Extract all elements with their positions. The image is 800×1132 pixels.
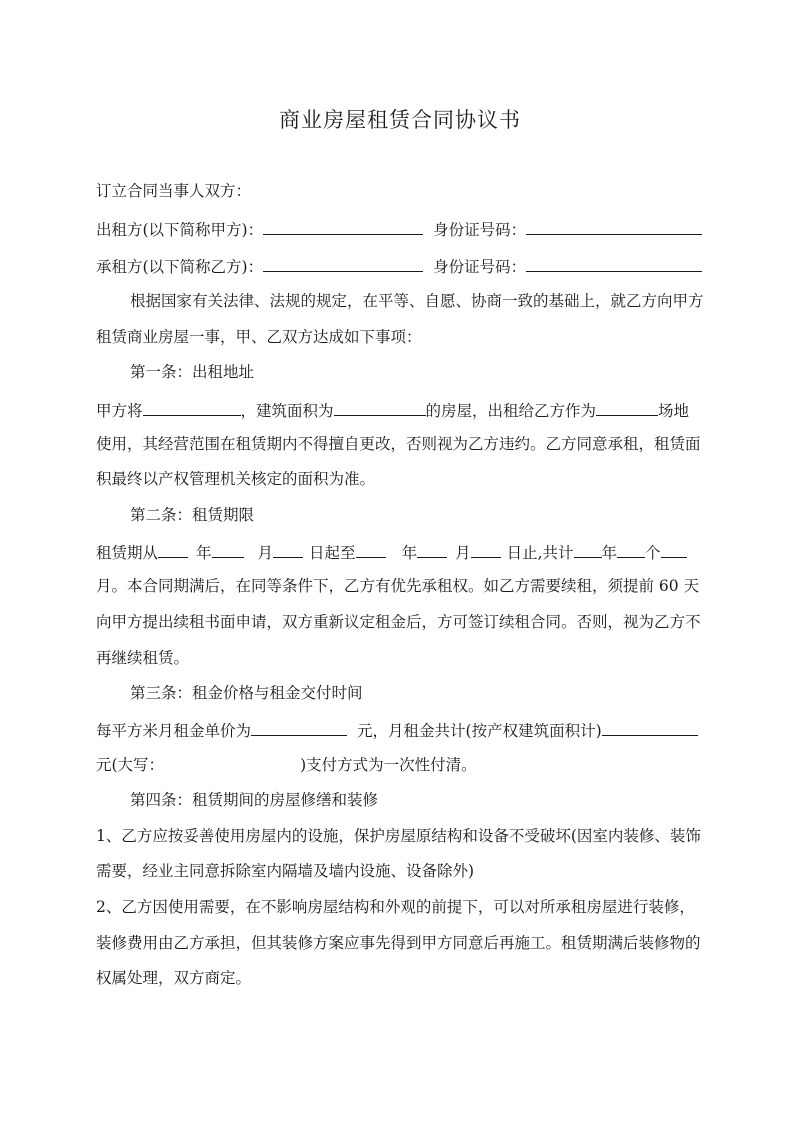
article1-text-a: 甲方将	[96, 402, 143, 420]
monthly-rent-label: 元，月租金共计(按产权建筑面积计)	[357, 722, 602, 740]
payment-method-text: )支付方式为一次性付清。	[300, 756, 477, 774]
article4-heading: 第四条：租赁期间的房屋修缮和装修	[130, 791, 379, 809]
monthly-rent-blank	[602, 719, 698, 736]
term-year-label-3: 年	[601, 544, 618, 562]
article1-line-2: 使用，其经营范围在租赁期内不得擅自更改，否则视为乙方违约。乙方同意承租，租赁面	[96, 435, 701, 453]
usage-blank	[596, 399, 658, 416]
unit-price-label: 每平方米月租金单价为	[96, 722, 252, 740]
article1-text-c: 的房屋，出租给乙方作为	[425, 402, 597, 420]
start-day-blank	[273, 541, 303, 558]
total-months-blank	[617, 541, 645, 558]
article3-line-2	[96, 755, 716, 775]
article2-line-1	[96, 541, 716, 563]
document-title: 商业房屋租赁合同协议书	[279, 108, 521, 132]
lessor-label: 出租方(以下简称甲方)：	[96, 221, 264, 239]
article1-line-3: 积最终以产权管理机关核定的面积为准。	[96, 470, 376, 488]
preamble-line-1: 根据国家有关法律、法规的规定，在平等、自愿、协商一致的基础上，就乙方向甲方	[130, 292, 704, 310]
start-year-blank	[158, 541, 188, 558]
lessor-id-blank	[526, 218, 702, 235]
article4-p1-line-1: 1、乙方应按妥善使用房屋内的设施，保护房屋原结构和设备不受破坏(因室内装修、装饰	[96, 827, 701, 845]
lessee-label: 承租方(以下简称乙方)：	[96, 258, 264, 276]
lessor-name-blank	[263, 218, 423, 235]
article4-p2-line-2: 装修费用由乙方承担，但其装修方案应事先得到甲方同意后再施工。租赁期满后装修物的	[96, 934, 701, 952]
preamble-line-2: 租赁商业房屋一事，甲、乙双方达成如下事项：	[96, 328, 422, 346]
article3-heading: 第三条：租金价格与租金交付时间	[130, 684, 363, 702]
term-text-from: 租赁期从	[96, 544, 159, 562]
lessor-line	[96, 218, 716, 240]
lessee-line	[96, 255, 716, 277]
start-month-blank	[212, 541, 244, 558]
article1-text-d: 场地	[658, 402, 690, 420]
article4-p1-line-2: 需要，经业主同意拆除室内隔墙及墙内设施、设备除外)	[96, 862, 475, 880]
article1-heading: 第一条：出租地址	[130, 363, 255, 381]
end-day-blank	[471, 541, 501, 558]
article1-line-1	[96, 399, 716, 421]
article4-p2-line-3: 权属处理，双方商定。	[96, 969, 252, 987]
lessee-id-label: 身份证号码：	[433, 258, 527, 276]
term-ge-label: 个	[645, 544, 661, 562]
article2-heading: 第二条：租赁期限	[130, 506, 255, 524]
parties-intro: 订立合同当事人双方：	[96, 182, 252, 200]
term-year-label: 年	[196, 544, 212, 562]
lessee-id-blank	[526, 255, 702, 272]
term-tail-blank	[661, 541, 687, 558]
term-month-label: 月	[257, 544, 274, 562]
lessee-name-blank	[263, 255, 423, 272]
term-year-label-2: 年	[401, 544, 418, 562]
term-text-total: 日止,共计	[506, 544, 574, 562]
term-month-label-2: 月	[455, 544, 471, 562]
article2-line-4: 再继续租赁。	[96, 649, 190, 667]
area-blank	[334, 399, 426, 416]
unit-price-blank	[251, 719, 347, 736]
article4-p2-line-1: 2、乙方因使用需要，在不影响房屋结构和外观的前提下，可以对所承租房屋进行装修，	[96, 898, 695, 916]
article1-text-b: ，建筑面积为	[240, 402, 334, 420]
lessor-id-label: 身份证号码：	[433, 221, 527, 239]
address-blank	[143, 399, 241, 416]
article3-line-1	[96, 719, 716, 741]
total-years-blank	[574, 541, 602, 558]
term-text-to: 日起至	[309, 544, 356, 562]
article2-line-3: 向甲方提出续租书面申请，双方重新议定租金后，方可签订续租合同。否则，视为乙方不	[96, 613, 701, 631]
amount-in-words-label: 元(大写：	[96, 756, 165, 774]
end-month-blank	[417, 541, 447, 558]
article2-line-2: 月。本合同期满后，在同等条件下，乙方有优先承租权。如乙方需要续租，须提前 60 天	[96, 577, 700, 595]
end-year-blank	[356, 541, 386, 558]
